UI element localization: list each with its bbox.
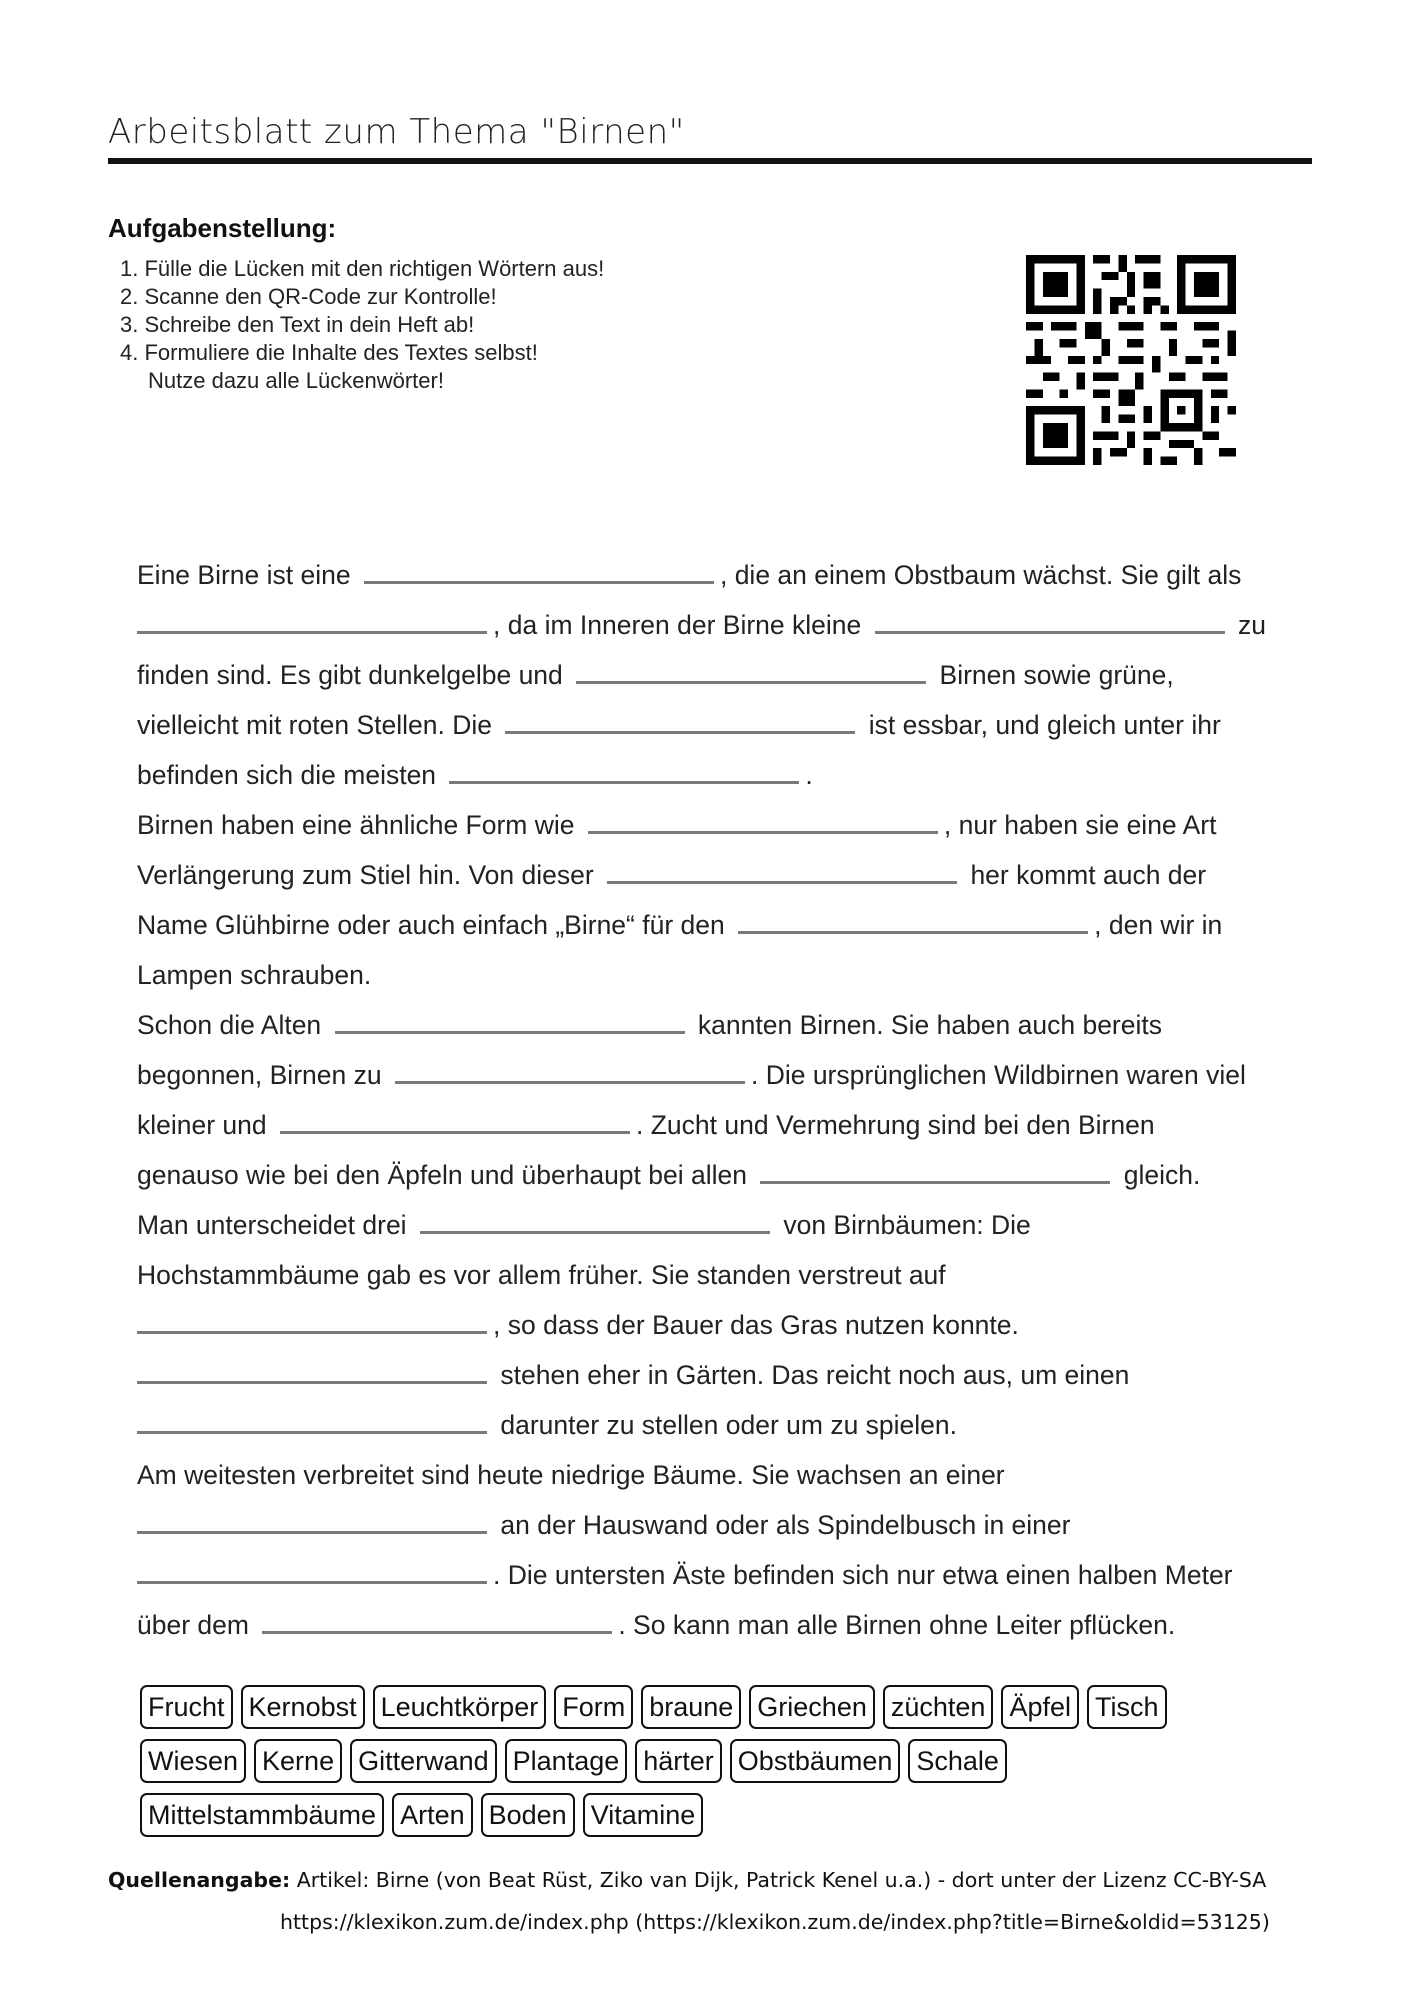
cloze-text-part: Birnen sowie grüne,: [939, 660, 1174, 690]
cloze-text-part: begonnen, Birnen zu: [137, 1060, 382, 1090]
cloze-text-part: Birnen haben eine ähnliche Form wie: [137, 810, 575, 840]
source-text: Artikel: Birne (von Beat Rüst, Ziko van Dijk, Patrick Kenel u.a.) - dort unter der Lizenz CC-BY-SA: [290, 1868, 1267, 1892]
worksheet-title: Arbeitsblatt zum Thema "Birnen": [108, 112, 685, 152]
word-chip[interactable]: Vitamine: [583, 1793, 704, 1837]
gap-5-blank[interactable]: [505, 701, 855, 734]
cloze-line: [137, 700, 1297, 750]
word-chip[interactable]: züchten: [883, 1685, 994, 1729]
cloze-line: [137, 1150, 1297, 1200]
cloze-text-part: Eine Birne ist eine: [137, 560, 351, 590]
cloze-text-part: . Die ursprünglichen Wildbirnen waren viel: [750, 1060, 1246, 1090]
cloze-text-part: , den wir in: [1094, 910, 1223, 940]
word-bank-row: [140, 1793, 1260, 1837]
gap-15-blank[interactable]: [137, 1301, 487, 1334]
gap-17-blank[interactable]: [137, 1401, 487, 1434]
task-heading: Aufgabenstellung:: [108, 213, 337, 243]
word-chip[interactable]: Griechen: [749, 1685, 875, 1729]
word-bank: [140, 1685, 1260, 1847]
gap-6-blank[interactable]: [449, 751, 799, 784]
gap-3-blank[interactable]: [875, 601, 1225, 634]
cloze-text-part: Am weitesten verbreitet sind heute niedrige Bäume. Sie wachsen an einer: [137, 1460, 1005, 1490]
cloze-line: [137, 600, 1297, 650]
cloze-text-part: über dem: [137, 1610, 249, 1640]
task-item-2: 2. Scanne den QR-Code zur Kontrolle!: [120, 284, 497, 309]
cloze-line: [137, 1500, 1297, 1550]
title-divider: [108, 158, 1312, 164]
cloze-text: [137, 550, 1297, 1650]
cloze-text-part: an der Hauswand oder als Spindelbusch in einer: [500, 1510, 1071, 1540]
gap-19-blank[interactable]: [137, 1551, 487, 1584]
cloze-text-part: vielleicht mit roten Stellen. Die: [137, 710, 492, 740]
cloze-line: [137, 800, 1297, 850]
gap-20-blank[interactable]: [262, 1601, 612, 1634]
word-chip[interactable]: Arten: [392, 1793, 473, 1837]
cloze-text-part: Man unterscheidet drei: [137, 1210, 407, 1240]
cloze-line: [137, 750, 1297, 800]
gap-12-blank[interactable]: [280, 1101, 630, 1134]
task-item-1: 1. Fülle die Lücken mit den richtigen Wörtern aus!: [120, 256, 605, 281]
gap-1-blank[interactable]: [364, 551, 714, 584]
cloze-line: [137, 1300, 1297, 1350]
cloze-text-part: kleiner und: [137, 1110, 267, 1140]
word-chip[interactable]: Boden: [481, 1793, 575, 1837]
cloze-text-part: Verlängerung zum Stiel hin. Von dieser: [137, 860, 594, 890]
word-chip[interactable]: Frucht: [140, 1685, 233, 1729]
gap-7-blank[interactable]: [588, 801, 938, 834]
word-bank-row: [140, 1739, 1260, 1783]
cloze-text-part: darunter zu stellen oder um zu spielen.: [500, 1410, 958, 1440]
cloze-text-part: zu: [1238, 610, 1267, 640]
cloze-text-part: , da im Inneren der Birne kleine: [493, 610, 862, 640]
cloze-text-part: Hochstammbäume gab es vor allem früher. Sie standen verstreut auf: [137, 1260, 946, 1290]
cloze-text-part: . So kann man alle Birnen ohne Leiter pflücken.: [618, 1610, 1176, 1640]
gap-16-blank[interactable]: [137, 1351, 487, 1384]
word-chip[interactable]: Gitterwand: [350, 1739, 497, 1783]
cloze-line: [137, 950, 1297, 1000]
cloze-line: [137, 1600, 1297, 1650]
cloze-line: [137, 1100, 1297, 1150]
gap-8-blank[interactable]: [607, 851, 957, 884]
gap-10-blank[interactable]: [335, 1001, 685, 1034]
cloze-line: [137, 1550, 1297, 1600]
task-item-4-continuation: Nutze dazu alle Lückenwörter!: [148, 368, 444, 393]
cloze-text-part: , nur haben sie eine Art: [943, 810, 1217, 840]
gap-9-blank[interactable]: [738, 901, 1088, 934]
source-url-link[interactable]: https://klexikon.zum.de/index.php (https://klexikon.zum.de/index.php?title=Birne&oldid=53125): [280, 1910, 1270, 1934]
gap-2-blank[interactable]: [137, 601, 487, 634]
cloze-line: [137, 850, 1297, 900]
cloze-text-part: , die an einem Obstbaum wächst. Sie gilt als: [719, 560, 1242, 590]
cloze-line: [137, 650, 1297, 700]
word-chip[interactable]: Tisch: [1087, 1685, 1167, 1729]
gap-18-blank[interactable]: [137, 1501, 487, 1534]
cloze-text-part: ist essbar, und gleich unter ihr: [868, 710, 1221, 740]
word-chip[interactable]: Kernobst: [241, 1685, 365, 1729]
cloze-line: [137, 1000, 1297, 1050]
source-citation: [108, 1868, 1266, 1892]
cloze-text-part: Name Glühbirne oder auch einfach „Birne“ für den: [137, 910, 725, 940]
word-chip[interactable]: Schale: [908, 1739, 1007, 1783]
word-chip[interactable]: Mittelstammbäume: [140, 1793, 384, 1837]
cloze-line: [137, 900, 1297, 950]
cloze-text-part: stehen eher in Gärten. Das reicht noch aus, um einen: [500, 1360, 1130, 1390]
task-item-3: 3. Schreibe den Text in dein Heft ab!: [120, 312, 475, 337]
cloze-line: [137, 1450, 1297, 1500]
cloze-line: [137, 550, 1297, 600]
cloze-text-part: .: [805, 760, 813, 790]
word-chip[interactable]: Obstbäumen: [730, 1739, 901, 1783]
cloze-text-part: kannten Birnen. Sie haben auch bereits: [697, 1010, 1162, 1040]
cloze-line: [137, 1250, 1297, 1300]
cloze-text-part: finden sind. Es gibt dunkelgelbe und: [137, 660, 563, 690]
qr-code-icon: [1026, 255, 1236, 465]
cloze-text-part: von Birnbäumen: Die: [783, 1210, 1031, 1240]
word-chip[interactable]: Äpfel: [1001, 1685, 1079, 1729]
cloze-text-part: befinden sich die meisten: [137, 760, 437, 790]
cloze-text-part: her kommt auch der: [970, 860, 1207, 890]
gap-14-blank[interactable]: [420, 1201, 770, 1234]
word-bank-row: [140, 1685, 1260, 1729]
cloze-text-part: , so dass der Bauer das Gras nutzen konnte.: [493, 1310, 1019, 1340]
cloze-line: [137, 1050, 1297, 1100]
word-chip[interactable]: härter: [635, 1739, 722, 1783]
cloze-text-part: genauso wie bei den Äpfeln und überhaupt bei allen: [137, 1160, 747, 1190]
word-chip[interactable]: braune: [641, 1685, 741, 1729]
word-chip[interactable]: Plantage: [505, 1739, 628, 1783]
task-item-4: 4. Formuliere die Inhalte des Textes selbst!: [120, 340, 538, 365]
cloze-text-part: Lampen schrauben.: [137, 960, 372, 990]
word-chip[interactable]: Form: [554, 1685, 633, 1729]
cloze-text-part: Schon die Alten: [137, 1010, 322, 1040]
cloze-text-part: gleich.: [1123, 1160, 1201, 1190]
task-list: [120, 255, 604, 395]
gap-11-blank[interactable]: [395, 1051, 745, 1084]
cloze-line: [137, 1350, 1297, 1400]
cloze-text-part: . Die untersten Äste befinden sich nur etwa einen halben Meter: [493, 1560, 1233, 1590]
gap-4-blank[interactable]: [576, 651, 926, 684]
cloze-line: [137, 1400, 1297, 1450]
gap-13-blank[interactable]: [760, 1151, 1110, 1184]
word-chip[interactable]: Kerne: [254, 1739, 342, 1783]
word-chip[interactable]: Leuchtkörper: [373, 1685, 547, 1729]
source-label: Quellenangabe:: [108, 1868, 291, 1892]
cloze-text-part: . Zucht und Vermehrung sind bei den Birnen: [636, 1110, 1155, 1140]
word-chip[interactable]: Wiesen: [140, 1739, 246, 1783]
cloze-line: [137, 1200, 1297, 1250]
